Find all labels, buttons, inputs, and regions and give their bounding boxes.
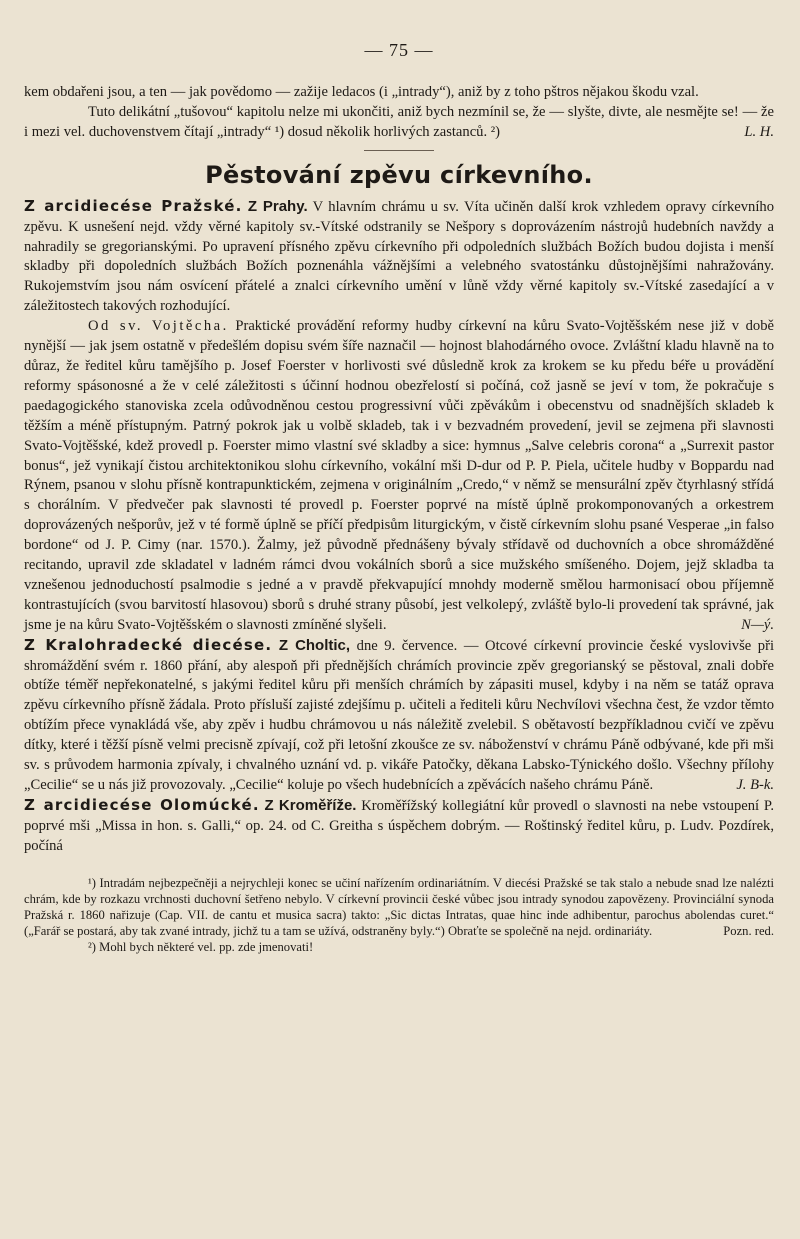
footnote-2: ²) Mohl bych některé vel. pp. zde jmenovati! (88, 940, 314, 955)
page-number: — 75 — (364, 40, 434, 60)
place-kromeriz: Z Kroměříže. (264, 796, 357, 814)
vojtech-text: Praktické provádění reformy hudby církevní na kůru Svato-Vojtěšském nese již v době nynější — jak jsem ostatně v předešlém dopisu svém šíře naznačil — hojnost blahodárného ovoce. Zvláštní kladu hlavně na to důraz, že ředitel kůru tamějšího p. Josef Foerster v horlivosti své důsledně krok za krokem se ku předu béře u provádění reformy spásonosné a že v celé záležitosti s účinní hodnou obezřelostí si počíná, což jasně se jeví v tom, že pokračuje s paedagogického stanoviska zcela odůvodněnou cestou progressivní vůči zpěvákům i obecenstvu od snadnějších skladeb k těžším a méně přístupným. Patrný pokrok jak u volbě skladeb, tak i v bezvadném provedení, jevil se zejmena při slavnosti Svato-Vojtěšské, kdež provedl p. Foerster mimo vlastní své skladby a sice: hymnus „Salve celebris corona“ a „Surrexit pastor bonus“, jež vynikají čistou architektonikou slohu církevního, vokální mši D-dur od P. P. Piela, učitele hudby v Boppardu nad Rýnem, psanou v slohu přísně kontrapunktickém, zejmena v originálním „Credo,“ v němž se mensurální zpěv čtyrhlasný střídá s chorálním. V předvečer pak slavnosti té provedl p. Foerster poprvé na místě úplně prokomponovaných a orkestrem doprovázených nešporův, jež v té formě úplně se příčí předpisům liturgickým, v čistě církevním slohu psané Vesperae „in falso bordone“ od J. P. Cimy (nar. 1570.). Žalmy, jež původně přednášeny bývaly střídavě od duchovních a obce shromážděné recitando, upravil zde skladatel v ladném rámci dvou vokálních sborů a sice mužského smíšeného. Dojem, jejž skladba ta vznešenou jednoduchostí psalmodie s jedné a v pravdě překvapující mnohdy moderně smělou harmonisací obou příjemně kontrastujících (svou barvitostí hlasovou) sborů s druhé strany působí, jest velkolepý, zvláště bylo-li provedení tak správné, jak jsme je na kůru Svato-Vojtěšském o slavnosti zmíněné slyšeli. (24, 318, 774, 633)
intro-paragraph-2-text: Tuto delikátní „tušovou“ kapitolu nelze mi ukončiti, aniž bych nezmínil se, že — slyšte, divte, ale nesmějte se! — že i mezi vel. duchovenstvem čítají „intrady“ ¹) dosud několik horlivých zastanců. ²) (24, 103, 774, 140)
choltic-signature: J. B-k. (736, 777, 774, 793)
vojtech-lead: Od sv. Vojtěcha. (88, 318, 229, 335)
praha-report (24, 197, 774, 317)
vojtech-signature: N—ý. (741, 616, 774, 633)
region-heading-kralohradecka: Z Kralohradecké diecése. (24, 635, 273, 654)
choltic-report (24, 636, 774, 796)
place-choltic: Z Choltic, (278, 636, 351, 654)
ornamental-divider (364, 145, 434, 151)
intro-paragraph-2 (24, 103, 774, 143)
region-heading-praha: Z arcidiecése Pražské. (24, 196, 243, 215)
choltic-text: dne 9. července. — Otcové církevní provincie české vyslovivše při shromáždění svém r. 1860 přání, aby alespoň při přednějších chrámích provincie zpěv gregorianský se pěstoval, znali dobře obtíže téměř nepřekonatelné, s jakými ředitel kůru při menších chrámích by zápasiti musel, kdyby i na něm se tatáž oprava zpěvu církevního přísně žádala. Proto přísluší zajisté zdejšímu p. učiteli a řediteli kůru Nechvílovi všechna čest, že vzdor těmto obtížím přece vynakládá vše, aby zpěv i hudbu chrámovou u nás náležitě zvelebil. S obětavostí bezpříkladnou cvičí ve zpěvu dítky, které i těžší písně velmi precisně zpívají, což při letošní zkoušce ze sv. náboženství v chrámu Páně odbývané, kde při mši sv. s průvodem harmonia zpívaly, i chvalného uznání vd. p. vikáře Patočky, děkana Labsko-Týnického došlo. Všechny přílohy „Cecilie“ se u nás již provozovaly. „Cecilie“ koluje po všech hudebnících a zpěvácích našeho chrámu Páně. (24, 637, 775, 793)
vojtech-report (24, 317, 774, 636)
kromeriz-report (24, 796, 774, 857)
kromeriz-text: Kroměřížský kollegiátní kůr provedl o slavnosti na nebe vstoupení P. poprvé mši „Missa in hon. s. Galli,“ op. 24. od C. Greitha s úspěchem dobrým. — Roštinský ředitel kůru, p. Ludv. Pozdírek, počíná (24, 797, 775, 854)
footnotes (24, 875, 774, 956)
footnote-1-text: ¹) Intradám nejbezpečněji a nejrychleji konec se učiní nařízením ordinariátním. V diecési Pražské se tak stalo a nebude snad lze nalézti chrám, kde by rozkazu vrchnosti duchovní šetřeno nebylo. V církevní provincii české vůbec jsou intrady synodou zapovězeny. Provinciální synoda Pražská r. 1860 nařizuje (Cap. VII. de cantu et musica sacra) takto: „Sic dictas Intratas, quae hinc inde adhibentur, parochus abolendas curet.“ („Farář se postará, aby tak zvané intrady, jichž tu a tam se užívá, odstraněny byly.“) Obraťte se společně na nejd. ordinariáty. (24, 875, 774, 939)
place-praha: Z Prahy. (247, 197, 308, 215)
region-heading-olomoucka: Z arcidiecése Olomúcké. (24, 795, 260, 814)
praha-text: V hlavním chrámu u sv. Víta učiněn další krok vzhledem opravy církevního zpěvu. K usnešení nejd. vždy věrné kapitoly sv.-Vítské odstranily se Nešpory s doprovázením nástrojů hudebních navždy a nahradily se gregorianskými. Po upravení přísného zpěvu církevního při odpoledních službách Božích budou dojista i menší skladby při dopoledních službách Božích poznenáhla vážnějšími a velebného svatostánku důstojnějšími nahražovány. Rukojemstvím jsou nám osvícení přátelé a znalci církevního umění v lůně vždy věrné kapitoly sv.-Vítské zasedající a v záležitostech takových rozhodující. (24, 198, 774, 315)
footnote-1-signature: Pozn. red. (723, 924, 774, 939)
section-title: Pěstování zpěvu církevního. (205, 160, 593, 189)
intro-signature: L. H. (744, 123, 774, 140)
intro-paragraph-1: kem obdařeni jsou, a ten — jak povědomo — zažije ledacos (i „intrady“), aniž by z toho pštros nějakou škodu vzal. (24, 84, 699, 100)
footnote-1 (24, 875, 774, 940)
